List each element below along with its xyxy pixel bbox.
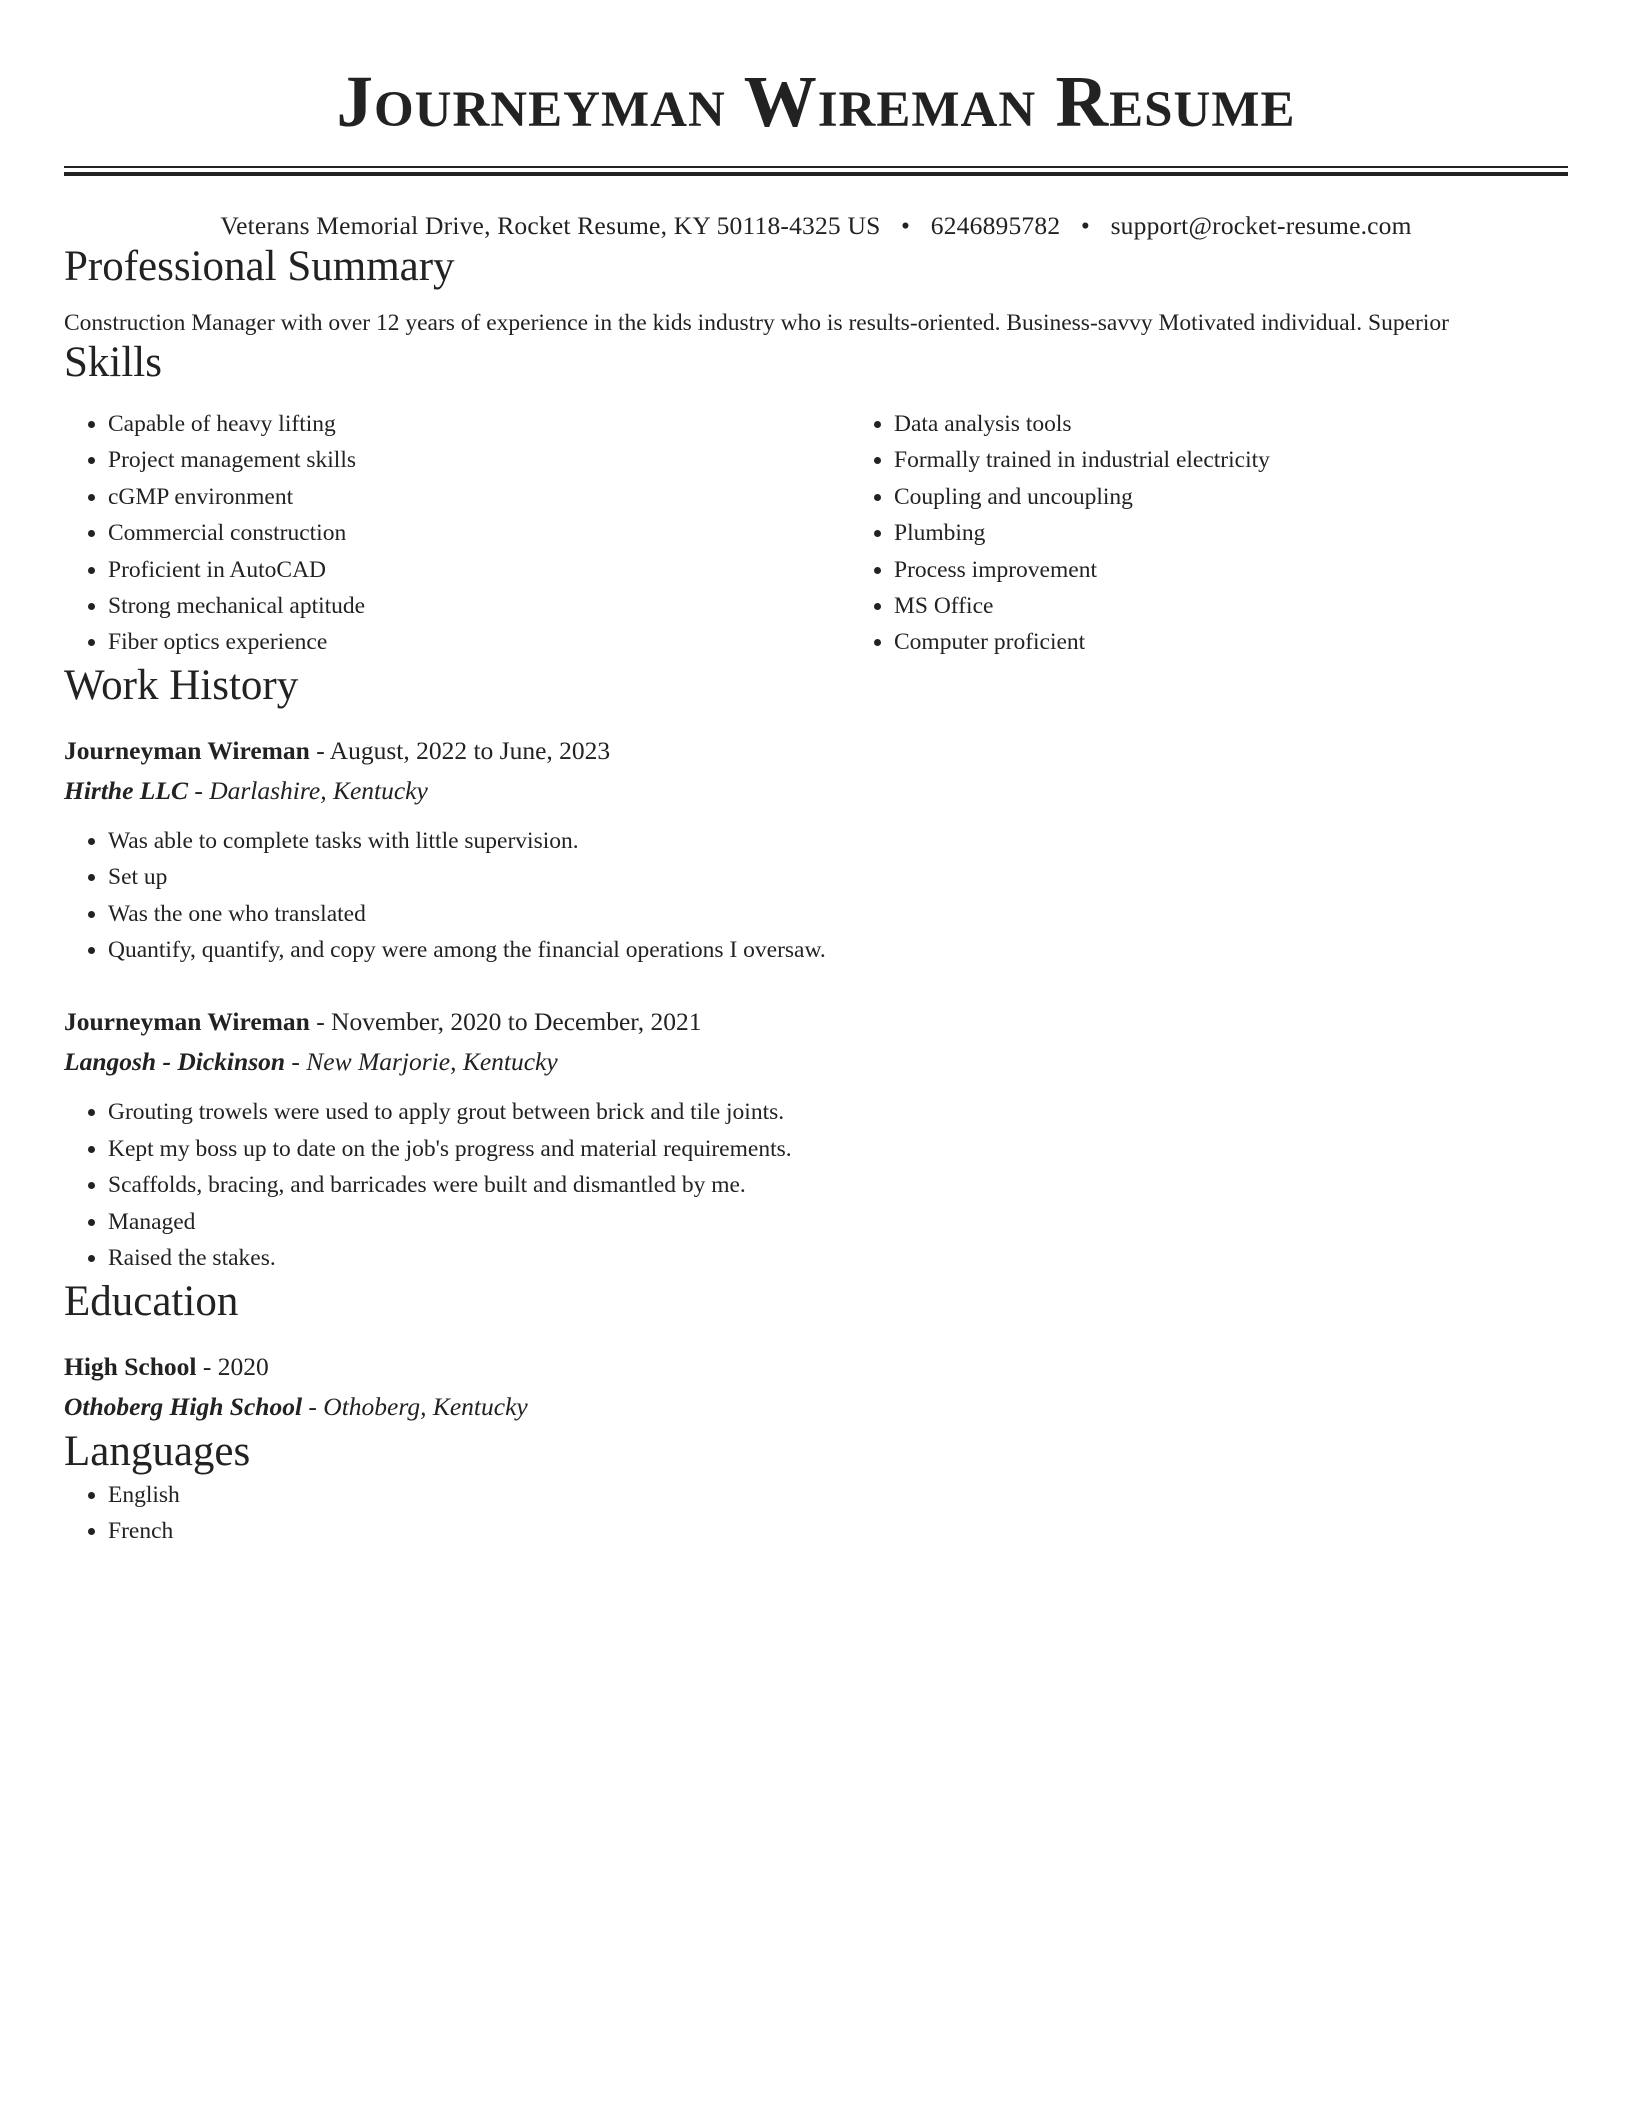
job-duty: • Grouting trowels were used to apply grout between brick and tile joints. [108,1094,1568,1130]
skill-item: • Capable of heavy lifting [108,406,850,442]
contact-email: support@rocket-resume.com [1110,211,1412,240]
job-company: Langosh - Dickinson [64,1047,286,1077]
job-dates: - August, 2022 to June, 2023 [309,735,611,765]
job-title: Journeyman Wireman [64,735,310,765]
summary-text: Construction Manager with over 12 years of experience in the kids industry who is results-oriented. Business-savvy Motivated individual. Superior [64,310,1449,336]
education-degree-line [64,1347,1568,1387]
language-item: • French [108,1513,1568,1549]
skill-item: • Computer proficient [894,624,1632,660]
skill-item: • Strong mechanical aptitude [108,588,850,624]
job-duty: • Was able to complete tasks with little supervision. [108,823,1568,859]
work-history-heading: Work History [64,661,299,709]
job-duty: • Quantify, quantify, and copy were among the financial operations I oversaw. [108,932,1568,968]
job-duty: • Was the one who translated [108,896,1568,932]
job-employer-line [64,771,1568,811]
summary-heading: Professional Summary [64,243,455,290]
languages-heading: Languages [64,1427,251,1475]
skills-heading: Skills [64,339,162,386]
education-school: Othoberg High School [64,1391,303,1421]
skill-item: • Commercial construction [108,515,850,551]
job-duty: • Scaffolds, bracing, and barricades were built and dismantled by me. [108,1167,1568,1203]
job-duties-list [64,823,1568,969]
job-entry [64,1002,1568,1276]
education-year: - 2020 [196,1351,269,1381]
contact-separator: • [1080,211,1090,240]
resume-title: Journeyman Wireman Resume [336,61,1296,142]
skill-item: • Proficient in AutoCAD [108,552,850,588]
skills-right-list [850,406,1632,661]
education-entry [64,1347,1568,1427]
job-duty: • Managed [108,1204,1568,1240]
skill-item: • Fiber optics experience [108,624,850,660]
contact-line [64,210,1568,242]
languages-list [64,1477,1568,1550]
job-duties-list [64,1094,1568,1276]
contact-phone: 6246895782 [930,211,1061,240]
job-duty: • Kept my boss up to date on the job's progress and material requirements. [108,1131,1568,1167]
job-duty: • Raised the stakes. [108,1240,1568,1276]
job-title-line [64,1002,1568,1042]
job-title: Journeyman Wireman [64,1007,310,1037]
skill-item: • Coupling and uncoupling [894,479,1632,515]
contact-separator: • [901,211,911,240]
skills-left-list [64,406,850,661]
job-location: - New Marjorie, Kentucky [285,1047,558,1077]
job-duty: • Set up [108,859,1568,895]
skill-item: • cGMP environment [108,479,850,515]
education-degree: High School [64,1351,197,1381]
education-location: - Othoberg, Kentucky [302,1391,528,1421]
skill-item: • Formally trained in industrial electricity [894,442,1632,478]
education-school-line [64,1387,1568,1427]
skill-item: • Data analysis tools [894,406,1632,442]
job-location: - Darlashire, Kentucky [187,775,428,805]
job-dates: - November, 2020 to December, 2021 [309,1007,702,1037]
skill-item: • Project management skills [108,442,850,478]
contact-address: Veterans Memorial Drive, Rocket Resume, KY 50118-4325 US [220,211,881,240]
education-heading: Education [64,1277,239,1325]
language-item: • English [108,1477,1568,1513]
job-title-line [64,731,1568,771]
skill-item: • Plumbing [894,515,1632,551]
job-company: Hirthe LLC [64,775,188,805]
skills-grid [64,406,1568,661]
skill-item: • Process improvement [894,552,1632,588]
skill-item: • MS Office [894,588,1632,624]
job-entry [64,731,1568,969]
job-employer-line [64,1042,1568,1082]
title-divider [64,166,1568,176]
